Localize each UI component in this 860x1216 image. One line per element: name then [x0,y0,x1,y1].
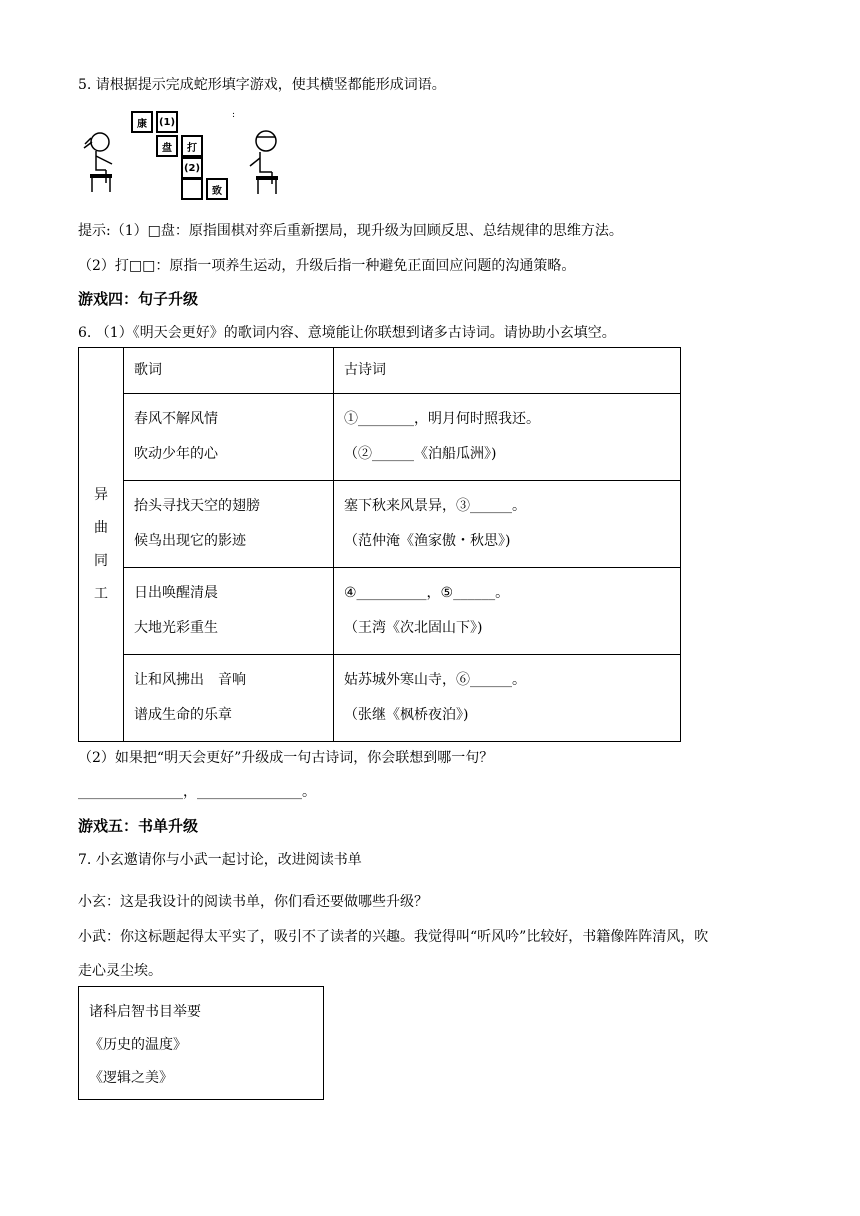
booklist-title: 诸科启智书目举要 [89,1004,201,1020]
girl-figure-icon [82,128,124,198]
puzzle-cell-pan: 盘 [156,135,178,157]
blank-3[interactable]: 塞下秋来风景异，③______。 [344,498,526,514]
table-row: 春风不解风情 吹动少年的心 ①________，明月何时照我还。 （②______《泊船瓜洲》) [79,394,681,481]
poem-table [78,347,681,742]
q7-prompt: 7. 小玄邀请你与小武一起讨论，改进阅读书单 [78,852,362,868]
boy-figure-icon [244,128,286,198]
puzzle-cell-zhi: 致 [206,178,228,200]
puzzle-cell-2: (2) [181,157,203,179]
booklist-box [78,986,324,1100]
q7-xuan-line: 小玄：这是我设计的阅读书单，你们看还要做哪些升级？ [78,894,428,910]
puzzle-cell-kang: 康 [131,111,153,133]
table-row: 抬头寻找天空的翅膀 候鸟出现它的影迹 塞下秋来风景异，③______。 （范仲淹《渔家傲・秋思》) [79,481,681,568]
q6-sub2: （2）如果把“明天会更好”升级成一句古诗词，你会联想到哪一句？ [78,750,494,766]
blank-1[interactable]: ①________，明月何时照我还。 [344,411,540,427]
side-label: 异 曲 同 工 [79,348,124,742]
q6-answer-blank[interactable]: _______________，_______________。 [78,784,316,800]
blank-6[interactable]: 姑苏城外寒山寺，⑥______。 [344,672,526,688]
game5-title: 游戏五：书单升级 [78,817,199,835]
booklist-item: 《历史的温度》 [89,1037,187,1053]
puzzle-dot: : [232,110,236,120]
puzzle-cell-da: 打 [181,135,203,157]
q5-prompt: 5. 请根据提示完成蛇形填字游戏，使其横竖都能形成词语。 [78,77,446,93]
col-header-poems: 古诗词 [334,348,681,394]
q6-prompt: 6. （1）《明天会更好》的歌词内容、意境能让你联想到诸多古诗词。请协助小玄填空。 [78,325,616,341]
col-header-lyrics: 歌词 [124,348,334,394]
table-row: 日出唤醒清晨 大地光彩重生 ④__________，⑤______。 （王湾《次北固山下》) [79,568,681,655]
q5-hint-1: 提示:（1）□盘：原指围棋对弈后重新摆局，现升级为回顾反思、总结规律的思维方法。 [78,223,623,239]
game4-title: 游戏四：句子升级 [78,290,199,308]
q5-hint-2: （2）打□□：原指一项养生运动，升级后指一种避免正面回应问题的沟通策略。 [78,258,576,274]
booklist-item: 《逻辑之美》 [89,1070,173,1086]
puzzle-cell-1: (1) [156,111,178,133]
q7-wu-line-2: 走心灵尘埃。 [78,963,162,979]
puzzle-cell-blank [181,178,203,200]
blank-4-5[interactable]: ④__________，⑤______。 [344,585,510,601]
table-row: 让和风拂出 音响 谱成生命的乐章 姑苏城外寒山寺，⑥______。 （张继《枫桥夜泊》) [79,655,681,742]
q7-wu-line-1: 小武：你这标题起得太平实了，吸引不了读者的兴趣。我觉得叫“听风吟”比较好，书籍像阵阵清风，吹 [78,929,709,945]
